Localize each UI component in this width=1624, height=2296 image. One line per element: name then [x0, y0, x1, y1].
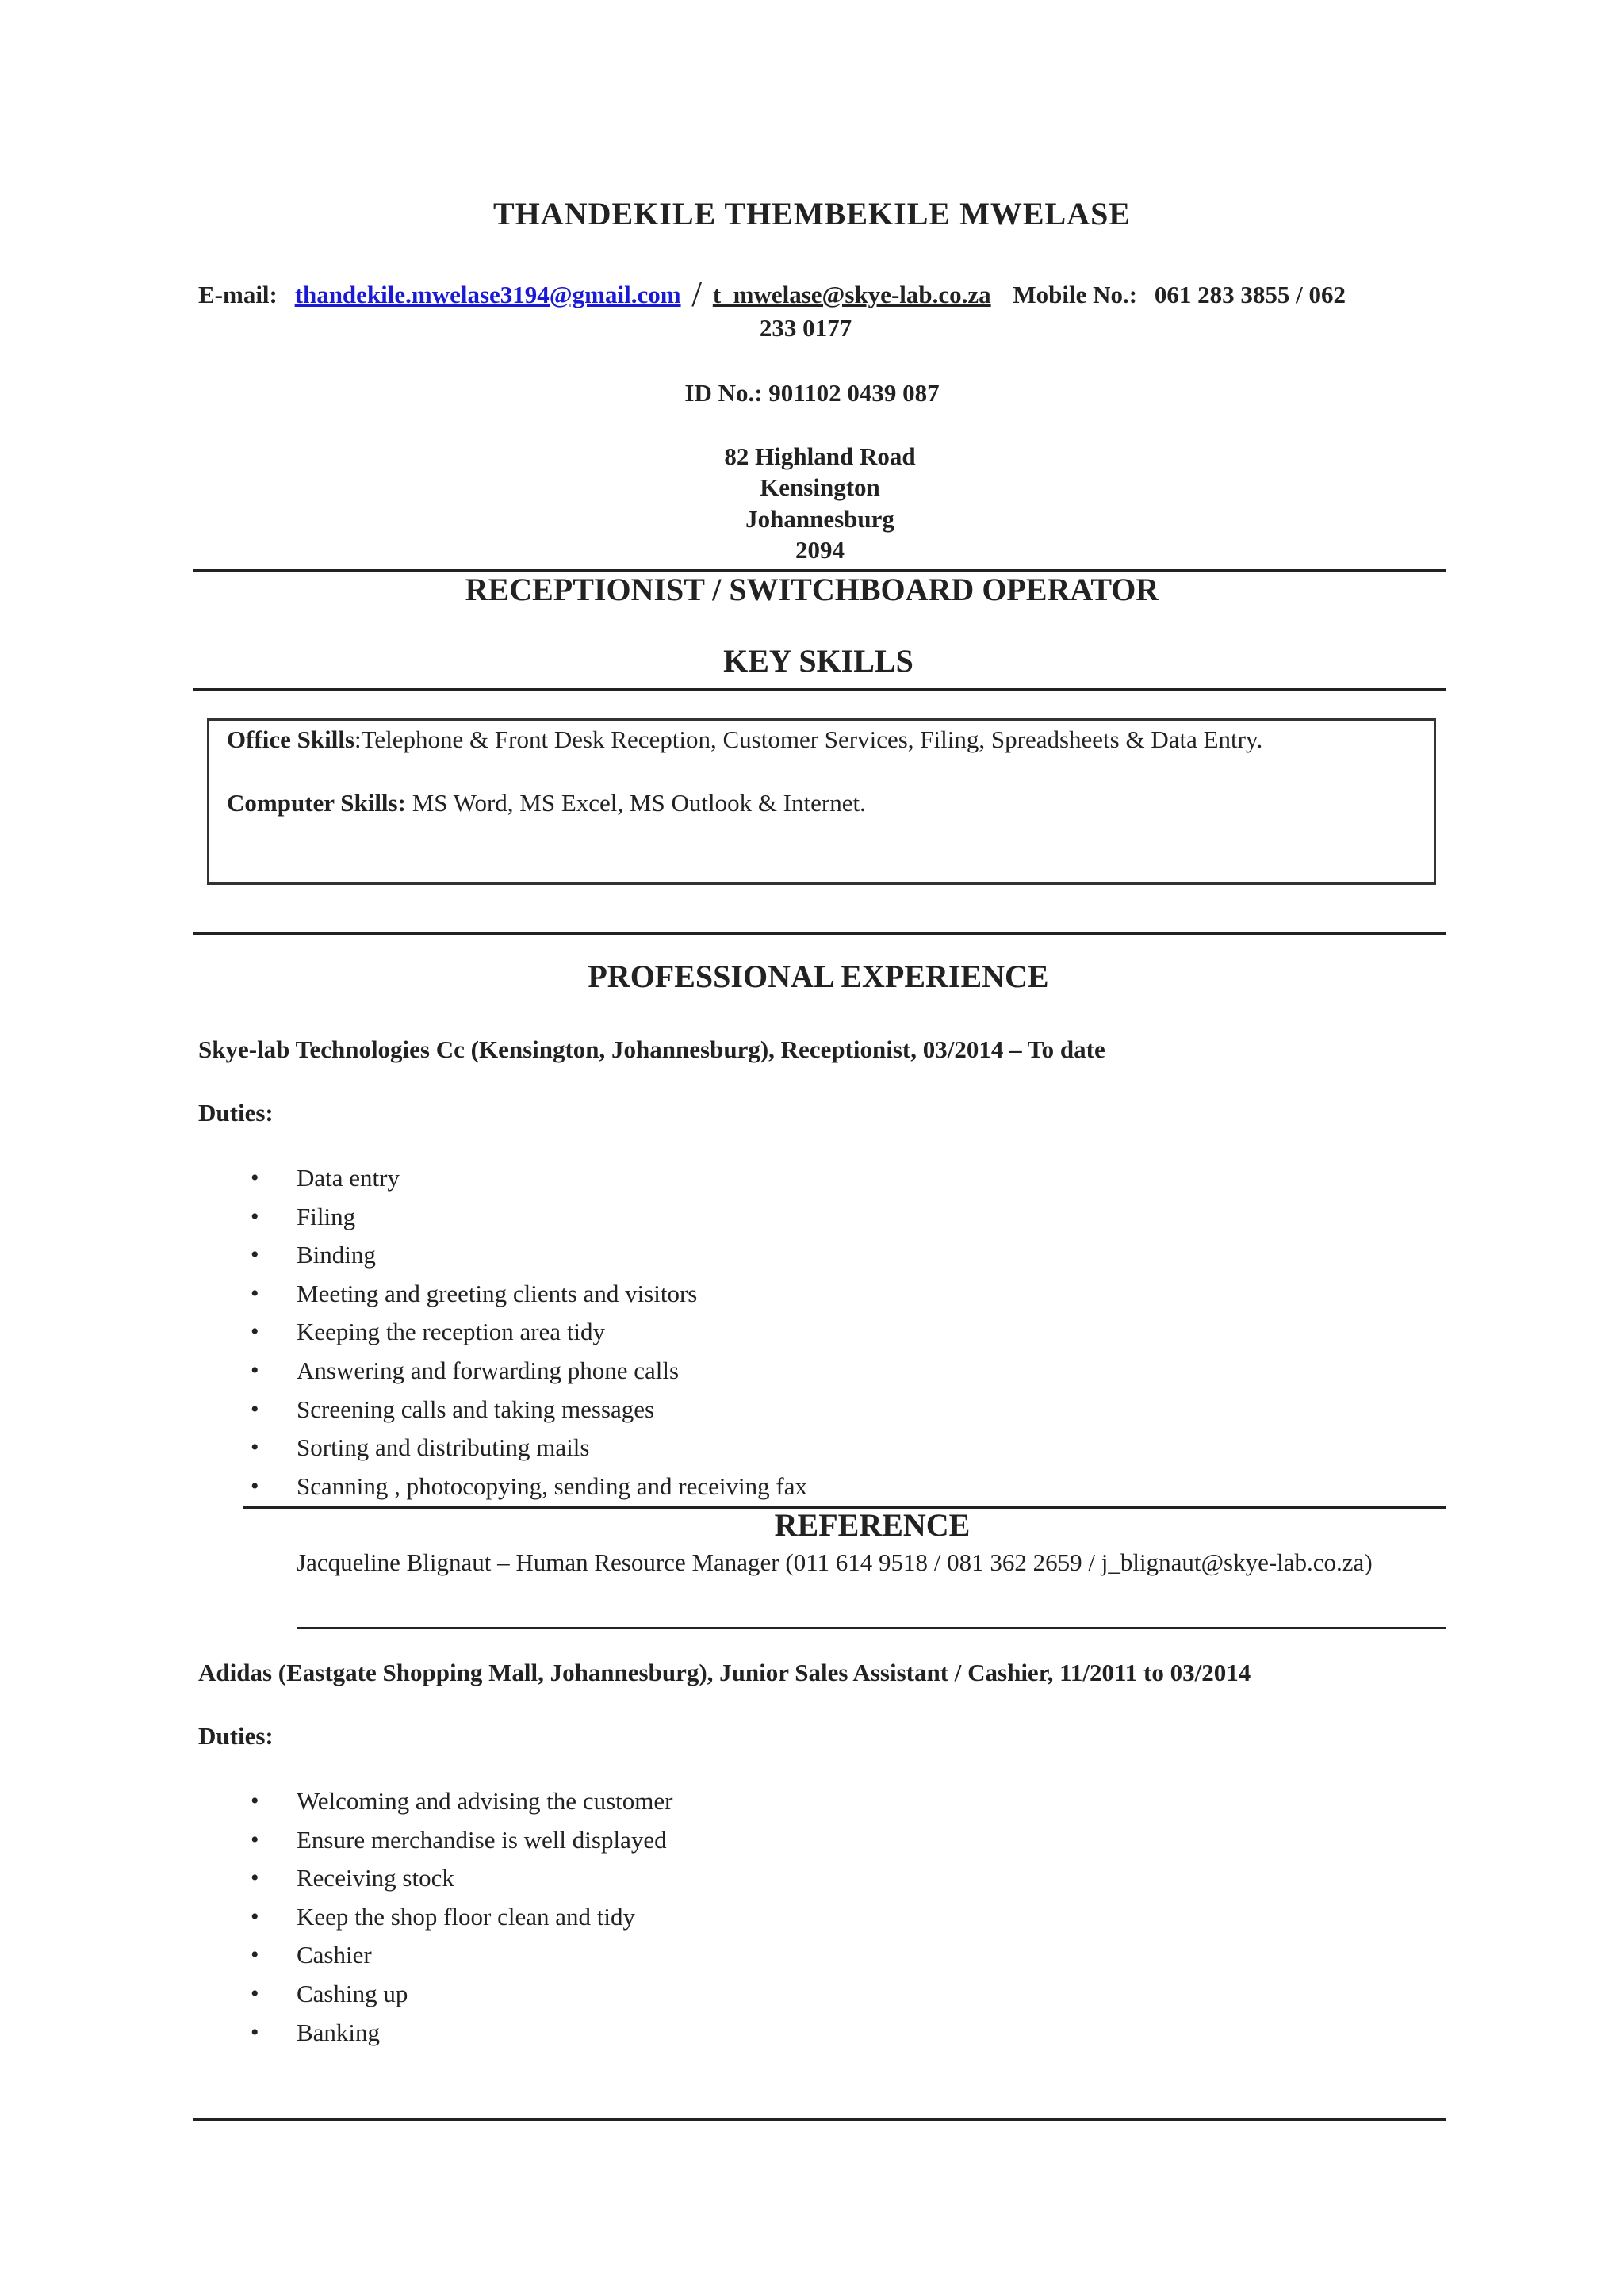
list-item: • Ensure merchandise is well displayed	[246, 1821, 672, 1860]
key-skills-heading: KEY SKILLS	[723, 643, 914, 679]
skills-box	[207, 718, 1436, 885]
divider	[193, 932, 1446, 935]
list-item: • Answering and forwarding phone calls	[246, 1352, 807, 1391]
list-item: • Keep the shop floor clean and tidy	[246, 1898, 672, 1937]
office-skills	[227, 725, 1262, 754]
list-item: • Cashier	[246, 1936, 672, 1975]
email-secondary[interactable]: t_mwelase@skye-lab.co.za	[712, 281, 991, 308]
list-item: • Keeping the reception area tidy	[246, 1313, 807, 1352]
list-item: • Banking	[246, 2014, 672, 2053]
list-item: • Screening calls and taking messages	[246, 1391, 807, 1429]
divider	[297, 1627, 1446, 1629]
email-primary-link[interactable]: thandekile.mwelase3194@gmail.com	[294, 281, 681, 308]
email-separator: /	[691, 274, 703, 314]
list-item: • Sorting and distributing mails	[246, 1429, 807, 1468]
office-skills-text: :Telephone & Front Desk Reception, Customer Services, Filing, Spreadsheets & Data Entry.	[354, 725, 1263, 753]
computer-skills	[227, 789, 866, 817]
email-label: E-mail:	[198, 281, 278, 308]
mobile-numbers-cont: 233 0177	[759, 314, 852, 342]
computer-skills-text: MS Word, MS Excel, MS Outlook & Internet.	[405, 789, 866, 817]
list-item: • Binding	[246, 1236, 807, 1275]
divider	[193, 2118, 1446, 2121]
role-title: RECEPTIONIST / SWITCHBOARD OPERATOR	[465, 572, 1159, 607]
reference-text: Jacqueline Blignaut – Human Resource Manager (011 614 9518 / 081 362 2659 / j_blignaut@skye-lab.co.za)	[297, 1548, 1373, 1576]
list-item: • Scanning , photocopying, sending and receiving fax	[246, 1468, 807, 1506]
job-title: Skye-lab Technologies Cc (Kensington, Johannesburg), Receptionist, 03/2014 – To date	[198, 1035, 1105, 1063]
list-item: • Data entry	[246, 1159, 807, 1198]
id-number: ID No.: 901102 0439 087	[684, 379, 940, 407]
mobile-numbers: 061 283 3855 / 062	[1154, 281, 1346, 308]
candidate-name: THANDEKILE THEMBEKILE MWELASE	[493, 196, 1131, 232]
divider	[193, 688, 1446, 691]
list-item: • Filing	[246, 1198, 807, 1237]
professional-experience-heading: PROFESSIONAL EXPERIENCE	[588, 959, 1049, 994]
address-line-street: 82 Highland Road	[724, 442, 916, 470]
list-item: • Welcoming and advising the customer	[246, 1782, 672, 1821]
contact-line	[198, 273, 1435, 315]
list-item: • Receiving stock	[246, 1859, 672, 1898]
mobile-label: Mobile No.:	[1013, 281, 1138, 308]
address-line-city: Johannesburg	[745, 505, 894, 533]
computer-skills-label: Computer Skills:	[227, 789, 406, 817]
duties-list	[246, 1782, 672, 2052]
address-line-code: 2094	[795, 536, 845, 564]
list-item: • Cashing up	[246, 1975, 672, 2014]
address-line-suburb: Kensington	[760, 473, 880, 501]
duties-label: Duties:	[198, 1099, 274, 1127]
job-title: Adidas (Eastgate Shopping Mall, Johannesburg), Junior Sales Assistant / Cashier, 11/2011 to 03/2014	[198, 1659, 1251, 1686]
list-item: • Meeting and greeting clients and visitors	[246, 1275, 807, 1314]
office-skills-label: Office Skills	[227, 725, 355, 753]
reference-heading: REFERENCE	[774, 1507, 971, 1543]
duties-label: Duties:	[198, 1722, 274, 1750]
duties-list	[246, 1159, 807, 1506]
